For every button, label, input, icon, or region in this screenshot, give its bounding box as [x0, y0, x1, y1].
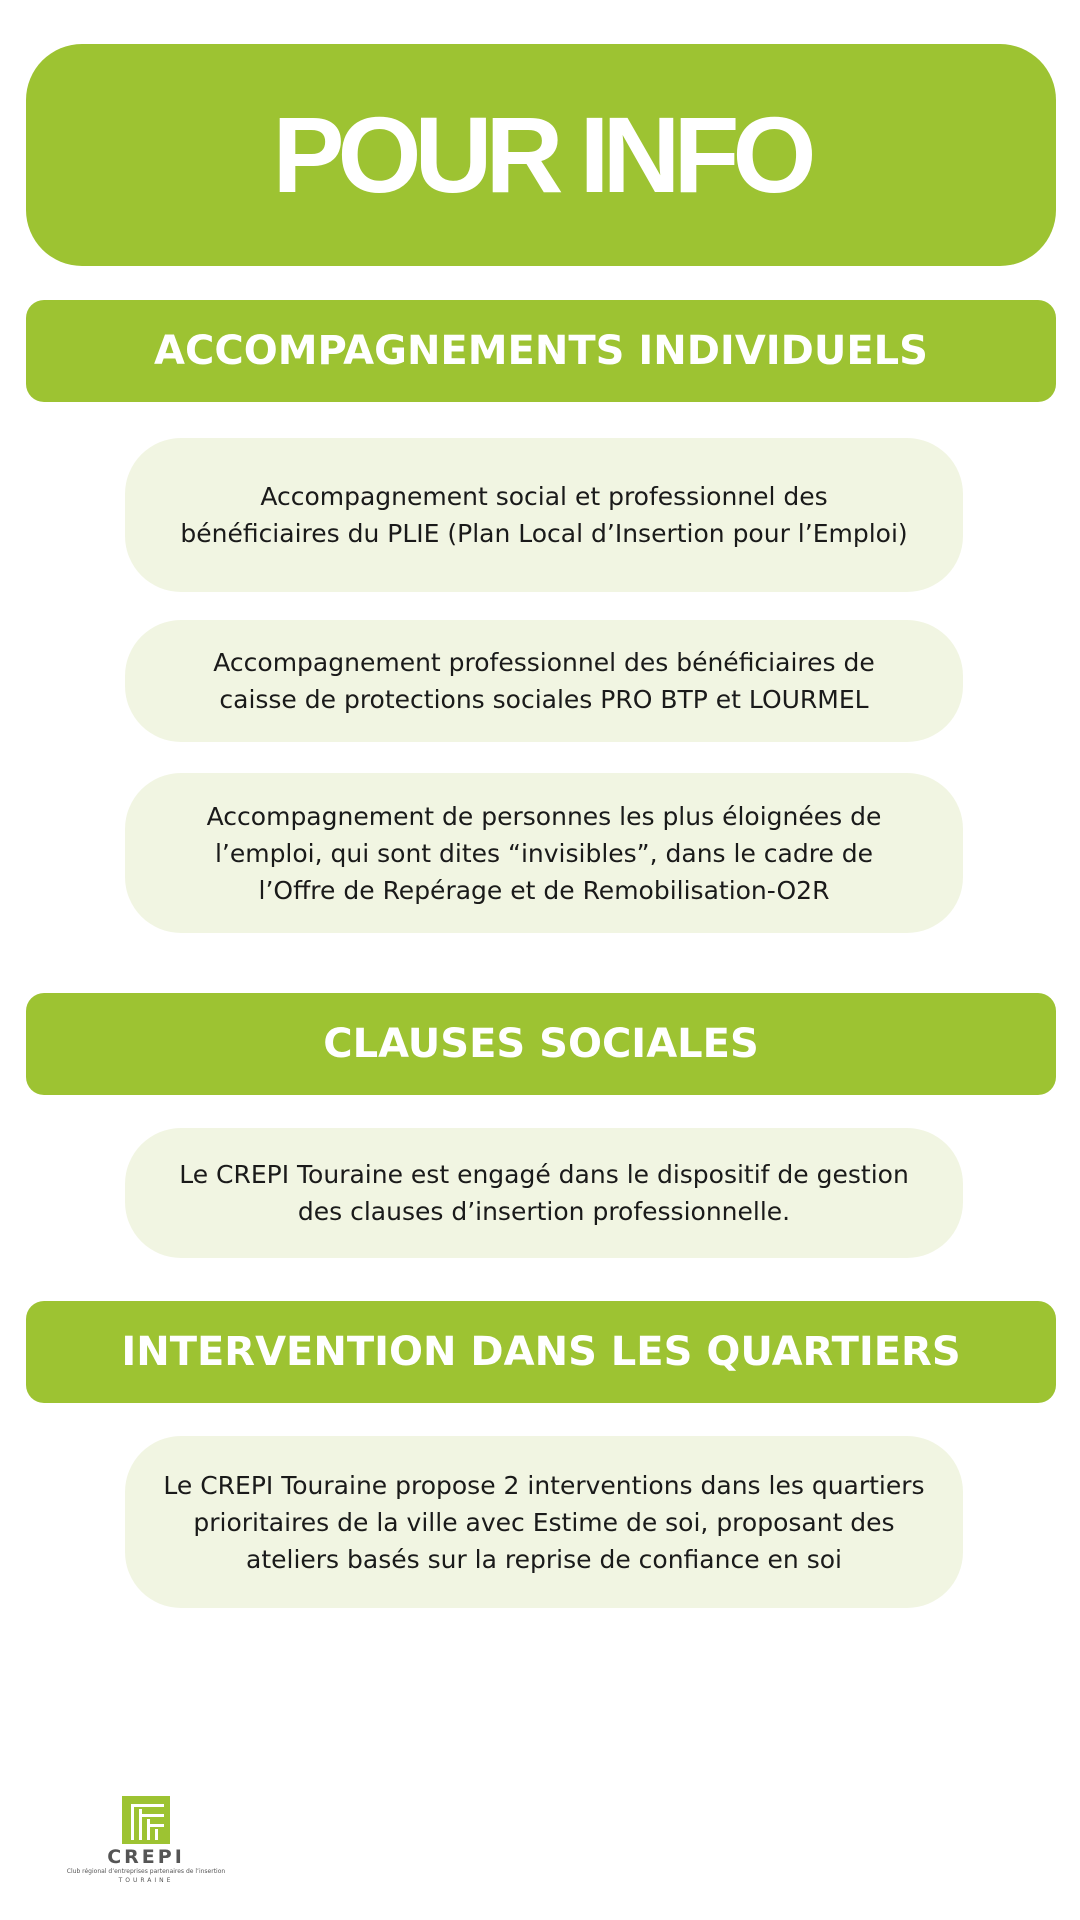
- crepi-logo: [56, 1796, 236, 1885]
- info-card-clauses: [125, 1128, 963, 1258]
- section-banner-quartiers: [26, 1301, 1056, 1403]
- logo-name: CREPI: [107, 1846, 185, 1868]
- section-title-accompagnements: ACCOMPAGNEMENTS INDIVIDUELS: [154, 328, 928, 374]
- info-card-plie: [125, 438, 963, 592]
- card-text: Le CREPI Touraine est engagé dans le dispositif de gestion des clauses d’insertion professionnelle.: [179, 1160, 909, 1226]
- info-card-pro-btp: [125, 620, 963, 742]
- section-title-clauses: CLAUSES SOCIALES: [323, 1021, 759, 1067]
- section-banner-accompagnements: [26, 300, 1056, 402]
- page-title: POUR INFO: [272, 94, 810, 215]
- card-text: Le CREPI Touraine propose 2 interventions dans les quartiers prioritaires de la ville avec Estime de soi, proposant des ateliers basés sur la reprise de confiance en soi: [163, 1470, 925, 1574]
- info-card-quartiers: [125, 1436, 963, 1608]
- card-text: Accompagnement professionnel des bénéficiaires de caisse de protections sociales PRO BTP et LOURMEL: [213, 648, 875, 714]
- logo-region: TOURAINE: [118, 1877, 174, 1884]
- main-title-banner: [26, 44, 1056, 266]
- card-text: Accompagnement de personnes les plus éloignées de l’emploi, qui sont dites “invisibles”, dans le cadre de l’Offre de Repérage et de Remobilisation-O2R: [206, 801, 882, 905]
- crepi-logo-icon: [122, 1796, 170, 1844]
- info-card-o2r: [125, 773, 963, 933]
- logo-tagline: Club régional d’entreprises partenaires de l’insertion: [66, 1868, 226, 1875]
- section-banner-clauses: [26, 993, 1056, 1095]
- card-text: Accompagnement social et professionnel des bénéficiaires du PLIE (Plan Local d’Insertion pour l’Emploi): [180, 482, 908, 548]
- section-title-quartiers: INTERVENTION DANS LES QUARTIERS: [121, 1329, 961, 1375]
